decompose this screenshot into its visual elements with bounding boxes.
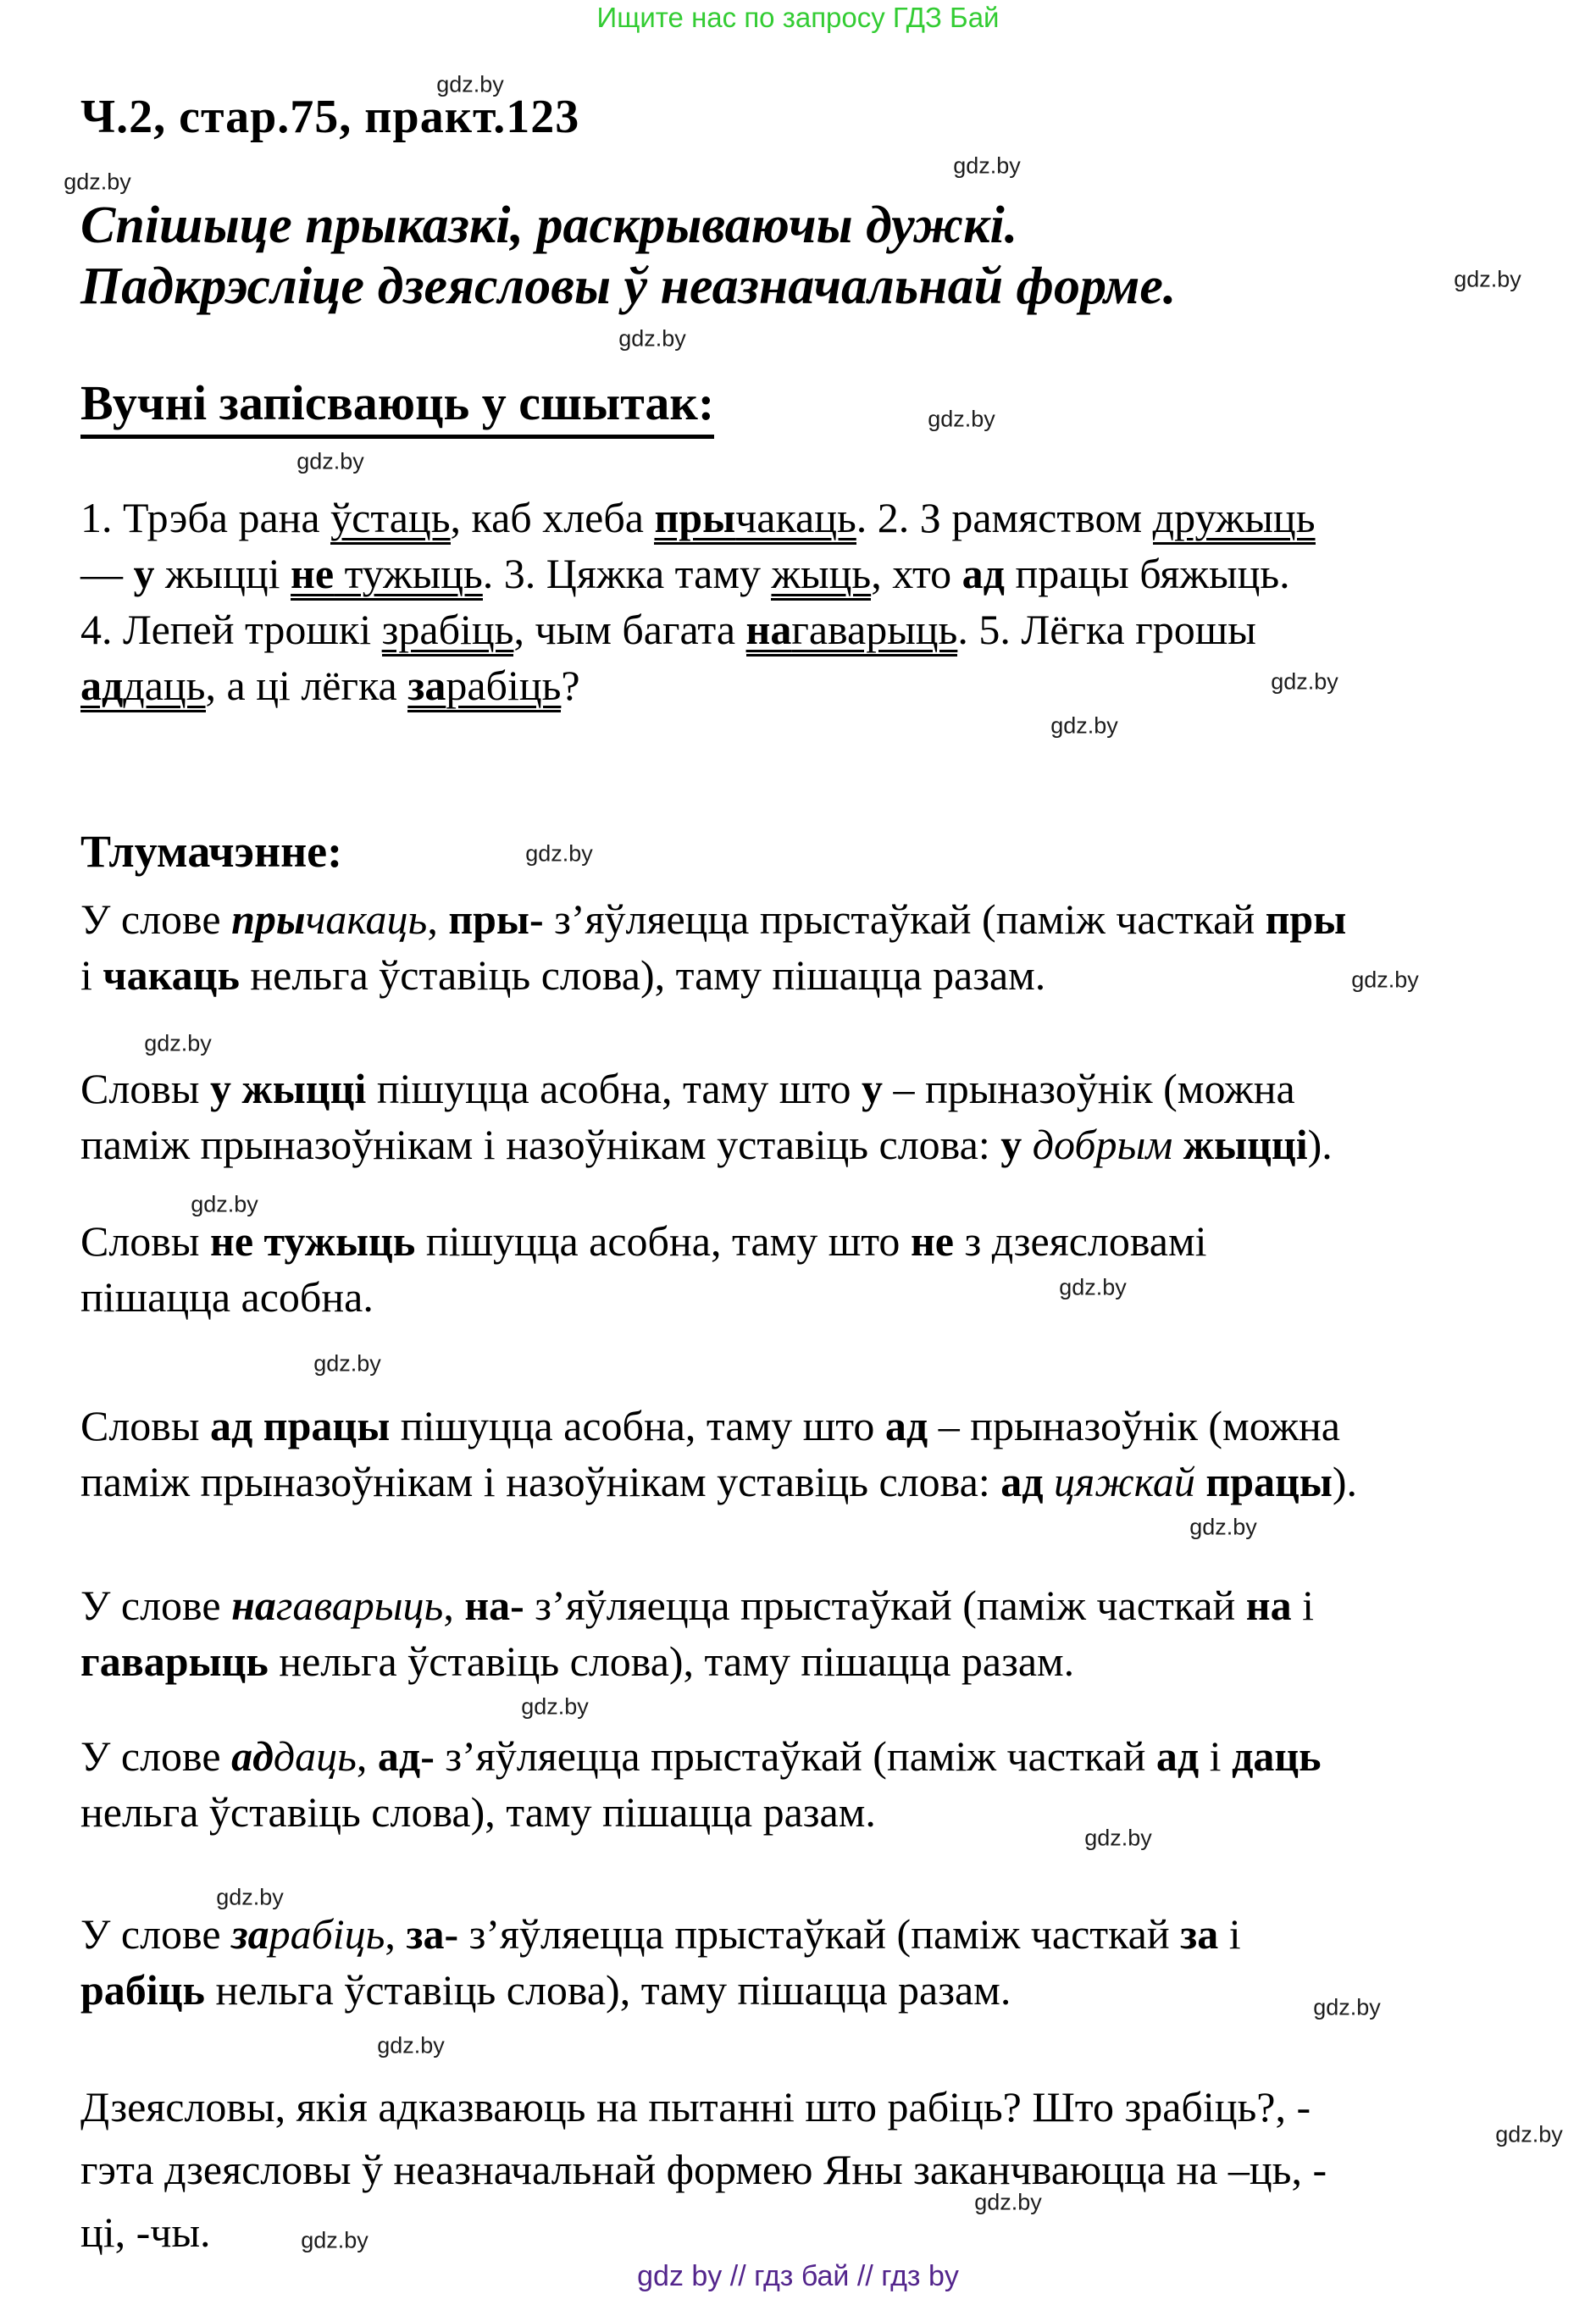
assignment-text <box>80 195 1176 317</box>
text-run: пры <box>1265 895 1347 943</box>
text-run: цяжкай <box>1054 1458 1195 1505</box>
text-run: нельга ўставіць слова), таму пішацца разам. <box>268 1637 1075 1685</box>
text-run: за <box>1180 1910 1219 1958</box>
text-run: чакаць <box>735 494 856 545</box>
text-run: працы <box>1205 1458 1333 1505</box>
text-run: даць <box>273 1732 357 1780</box>
text-run: нельга ўставіць слова), таму пішацца разам. <box>80 1788 876 1836</box>
text-run: ад <box>884 1402 928 1449</box>
text-run: ? <box>561 662 580 709</box>
text-run: жыцці <box>154 550 291 597</box>
text-line <box>80 1906 1241 1962</box>
text-line <box>80 1398 1357 1454</box>
gdz-watermark: gdz.by <box>144 1030 212 1056</box>
text-run: за <box>407 662 446 712</box>
text-run: ). <box>1332 1458 1358 1505</box>
text-run: Дзеясловы, якія адказваюць на пытанні што рабіць? Што зрабіць?, - <box>80 2083 1311 2130</box>
text-run: чакаць <box>103 951 240 999</box>
text-run: У слове <box>80 895 232 943</box>
text-run: не <box>910 1217 954 1265</box>
explanation-paragraph <box>80 1577 1314 1689</box>
text-run: жыць <box>771 550 871 601</box>
text-run: у жыцці <box>210 1065 367 1112</box>
text-line <box>80 601 1316 657</box>
text-line <box>80 1454 1357 1510</box>
text-line <box>80 1061 1333 1116</box>
text-run: рабіць <box>269 1910 385 1958</box>
explanation-paragraph <box>80 1728 1322 1840</box>
text-run: паміж прыназоўнікам і назоўнікам уставіць слова: <box>80 1121 1001 1168</box>
explanation-paragraph <box>80 1213 1207 1325</box>
gdz-watermark: gdz.by <box>1084 1825 1152 1851</box>
text-run: паміж прыназоўнікам і назоўнікам уставіць слова: <box>80 1458 1001 1505</box>
text-run: ад- <box>377 1732 435 1780</box>
text-run: , а ці лёгка <box>205 662 408 709</box>
text-run: і <box>80 951 103 999</box>
gdz-watermark: gdz.by <box>953 152 1021 179</box>
text-run: , <box>443 1582 465 1629</box>
text-run: чакаць <box>305 895 428 943</box>
text-run: і <box>1218 1910 1241 1958</box>
explanation-paragraph <box>80 2075 1327 2263</box>
text-run: рабіць <box>80 1966 205 2014</box>
text-run: пішуцца асобна, таму што <box>366 1065 862 1112</box>
promo-banner: Ищите нас по запросу ГДЗ Бай <box>596 2 1000 33</box>
notebook-heading-text: Вучні запісваюць у сшытак: <box>80 375 714 439</box>
page-title: Ч.2, стар.75, практ.123 <box>80 91 580 143</box>
text-line <box>80 1962 1241 2018</box>
text-run: не <box>291 550 334 601</box>
text-run: , каб хлеба <box>450 494 655 541</box>
text-run: тужыць <box>334 550 483 601</box>
text-run: даць <box>1232 1732 1322 1780</box>
proverbs-text <box>80 490 1316 713</box>
text-line <box>80 2138 1327 2201</box>
text-run: 4. Лепей трошкі <box>80 606 382 653</box>
text-run: добрым <box>1032 1121 1173 1168</box>
explanation-paragraph <box>80 1061 1333 1172</box>
notebook-heading <box>80 374 714 431</box>
gdz-watermark: gdz.by <box>1495 2121 1563 2147</box>
text-run: гаварыць <box>275 1582 444 1629</box>
text-run: нельга ўставіць слова), таму пішацца разам. <box>239 951 1046 999</box>
text-run: гаварыць <box>80 1637 269 1685</box>
gdz-watermark: gdz.by <box>377 2032 445 2058</box>
gdz-watermark: gdz.by <box>1050 712 1118 739</box>
gdz-watermark: gdz.by <box>64 169 131 195</box>
text-run: пры <box>231 895 306 943</box>
text-run: на <box>746 606 792 657</box>
text-run: пры <box>654 494 735 545</box>
text-line <box>80 1269 1207 1325</box>
text-run: , хто <box>871 550 962 597</box>
text-run: У слове <box>80 1582 232 1629</box>
text-run: гэта дзеясловы ў неазначальнай формею Яны заканчваюцца на –ць, - <box>80 2146 1327 2193</box>
text-line <box>80 947 1346 1003</box>
text-run: з’яўляецца прыстаўкай (паміж часткай <box>543 895 1266 943</box>
gdz-watermark: gdz.by <box>1059 1274 1127 1300</box>
text-run: , чым багата <box>513 606 746 653</box>
text-line <box>80 891 1346 947</box>
text-line <box>80 1577 1314 1633</box>
text-line <box>80 1633 1314 1689</box>
assignment-line: Спішыце прыказкі, раскрываючы дужкі. <box>80 197 1018 254</box>
gdz-watermark: gdz.by <box>313 1350 381 1377</box>
gdz-watermark: gdz.by <box>1351 967 1419 993</box>
explanation-paragraph <box>80 1398 1357 1510</box>
text-line <box>80 1116 1333 1172</box>
gdz-watermark: gdz.by <box>521 1693 589 1720</box>
text-run: рабіць <box>446 662 561 712</box>
gdz-watermark: gdz.by <box>618 325 686 352</box>
text-run: у <box>861 1065 883 1112</box>
text-run: і <box>1291 1582 1314 1629</box>
text-run <box>1044 1458 1055 1505</box>
text-run: , <box>356 1732 378 1780</box>
text-run: працы бяжыць. <box>1004 550 1290 597</box>
text-run: ад <box>231 1732 274 1780</box>
text-run: 1. Трэба рана <box>80 494 331 541</box>
explanation-paragraph <box>80 1906 1241 2018</box>
text-run: і <box>1199 1732 1233 1780</box>
text-run: У слове <box>80 1910 232 1958</box>
text-run: Словы <box>80 1402 211 1449</box>
text-line <box>80 1728 1322 1784</box>
text-run: з’яўляецца прыстаўкай (паміж часткай <box>458 1910 1181 1958</box>
text-run: з’яўляецца прыстаўкай (паміж часткай <box>524 1582 1246 1629</box>
text-line <box>80 546 1316 601</box>
text-run: гаварыць <box>791 606 957 657</box>
text-run: на <box>1245 1582 1292 1629</box>
gdz-watermark: gdz.by <box>525 840 593 867</box>
gdz-watermark: gdz.by <box>974 2189 1042 2215</box>
text-run: , <box>385 1910 407 1958</box>
gdz-watermark: gdz.by <box>1271 668 1338 695</box>
assignment-line: Падкрэсліце дзеясловы ў неазначальнай форме. <box>80 258 1177 315</box>
text-line <box>80 657 1316 713</box>
footer-links: gdz by // гдз бай // гдз by <box>637 2260 959 2292</box>
text-run: ад <box>1155 1732 1200 1780</box>
explanation-heading: Тлумачэнне: <box>80 826 343 877</box>
text-run: не тужыць <box>210 1217 416 1265</box>
text-run: . 3. Цяжка таму <box>482 550 772 597</box>
text-run <box>1022 1121 1033 1168</box>
text-run: ). <box>1307 1121 1333 1168</box>
text-run: з’яўляецца прыстаўкай (паміж часткай <box>434 1732 1156 1780</box>
text-run: за <box>231 1910 269 1958</box>
text-line <box>80 2075 1327 2138</box>
text-run: ўстаць <box>330 494 450 545</box>
text-run: ад <box>961 550 1005 597</box>
text-run: — <box>80 550 134 597</box>
text-run: на- <box>464 1582 524 1629</box>
text-run: нельга ўставіць слова), таму пішацца разам. <box>204 1966 1011 2014</box>
text-run: у <box>133 550 155 597</box>
text-run: зрабіць <box>382 606 514 657</box>
text-run: жыцці <box>1183 1121 1308 1168</box>
gdz-watermark: gdz.by <box>216 1884 284 1910</box>
text-run: у <box>1000 1121 1022 1168</box>
text-line <box>80 1213 1207 1269</box>
text-run: , <box>427 895 449 943</box>
text-run: за- <box>406 1910 459 1958</box>
gdz-watermark: gdz.by <box>1313 1994 1381 2020</box>
text-run: пішуцца асобна, таму што <box>415 1217 911 1265</box>
text-run: . 5. Лёгка грошы <box>957 606 1256 653</box>
text-run: дружыць <box>1153 494 1316 545</box>
text-run <box>1195 1458 1206 1505</box>
text-run: ад <box>1000 1458 1044 1505</box>
text-run: з дзеясловамі <box>953 1217 1207 1265</box>
text-run: ад <box>80 662 123 712</box>
gdz-watermark: gdz.by <box>191 1191 258 1217</box>
text-run: пішацца асобна. <box>80 1273 374 1321</box>
gdz-watermark: gdz.by <box>296 448 364 474</box>
gdz-watermark: gdz.by <box>1454 266 1521 292</box>
text-run: пры- <box>448 895 544 943</box>
text-run: Словы <box>80 1065 211 1112</box>
text-run <box>1172 1121 1183 1168</box>
text-run: У слове <box>80 1732 232 1780</box>
gdz-watermark: gdz.by <box>928 406 995 432</box>
text-run: . 2. З рамяством <box>856 494 1153 541</box>
text-run: Словы <box>80 1217 211 1265</box>
gdz-watermark: gdz.by <box>436 71 504 97</box>
text-line <box>80 490 1316 546</box>
text-run: ці, -чы. <box>80 2208 211 2256</box>
text-run: – прыназоўнік (можна <box>928 1402 1340 1449</box>
text-run: на <box>231 1582 276 1629</box>
text-run: – прыназоўнік (можна <box>882 1065 1295 1112</box>
text-run: ад працы <box>210 1402 391 1449</box>
text-run: даць <box>123 662 205 712</box>
gdz-watermark: gdz.by <box>301 2227 369 2253</box>
gdz-watermark: gdz.by <box>1189 1514 1257 1540</box>
text-run: пішуцца асобна, таму што <box>390 1402 885 1449</box>
text-line <box>80 2201 1327 2263</box>
explanation-paragraph <box>80 891 1346 1003</box>
